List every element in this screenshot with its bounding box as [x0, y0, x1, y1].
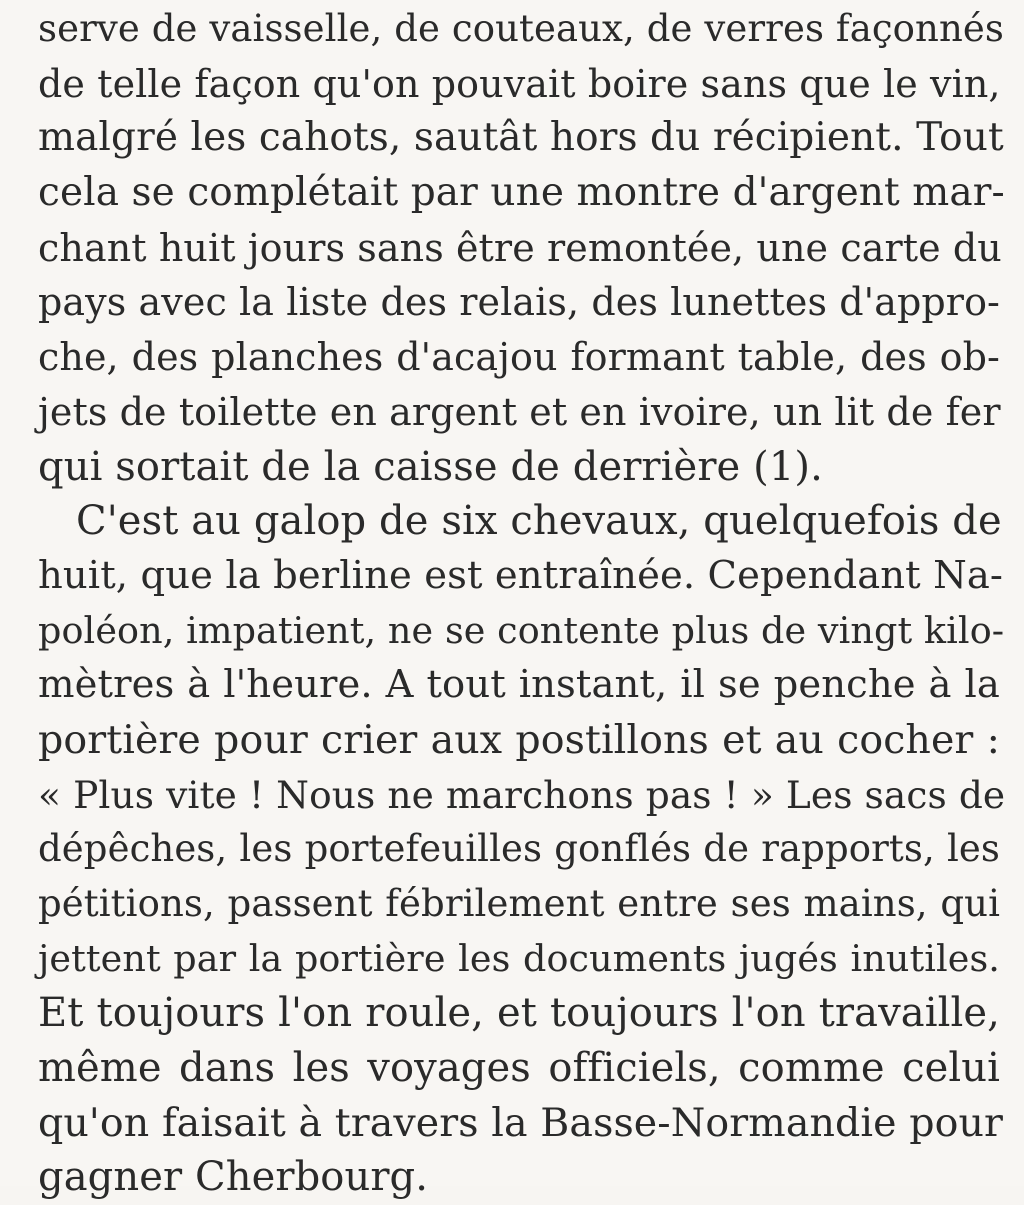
text-line: jets de toilette en argent et en ivoire, un lit de fer [38, 389, 1001, 434]
text-line: dépêches, les portefeuilles gonflés de rapports, les [38, 827, 1000, 871]
text-line: cela se complétait par une montre d'argent mar- [38, 170, 1005, 216]
text-line: portière pour crier aux postillons et au cocher : [38, 716, 1000, 763]
text-line: pétitions, passent fébrilement entre ses mains, qui [38, 882, 1000, 925]
text-line: même dans les voyages officiels, comme celui [38, 1045, 1000, 1092]
text-line: che, des planches d'acajou formant table, des ob- [38, 335, 1000, 380]
text-line: C'est au galop de six chevaux, quelquefois de [76, 498, 1002, 545]
text-line: poléon, impatient, ne se contente plus de vingt kilo- [38, 608, 1005, 652]
paragraph-1 [38, 2, 1005, 494]
text-line: qui sortait de la caisse de derrière (1). [38, 443, 823, 490]
text-line: pays avec la liste des relais, des lunettes d'appro- [38, 280, 1000, 325]
text-line: malgré les cahots, sautât hors du récipient. Tout [38, 115, 1004, 161]
text-line: mètres à l'heure. A tout instant, il se penche à la [38, 662, 1000, 708]
body-text [38, 2, 1006, 1205]
text-line: Et toujours l'on roule, et toujours l'on travaille, [38, 990, 1000, 1037]
text-line: de telle façon qu'on pouvait boire sans que le vin, [38, 61, 1001, 106]
paragraph-2 [38, 494, 1006, 1205]
text-line: « Plus vite ! Nous ne marchons pas ! » Les sacs de [38, 772, 1006, 817]
text-line: serve de vaisselle, de couteaux, de verres façonnés [38, 7, 1004, 50]
text-line: chant huit jours sans être remontée, une carte du [38, 225, 1002, 270]
text-line: huit, que la berline est entraînée. Cependant Na- [38, 552, 1004, 598]
text-line: gagner Cherbourg. [38, 1154, 429, 1201]
text-line: qu'on faisait à travers la Basse-Normandie pour [38, 1099, 1004, 1146]
text-line: jettent par la portière les documents jugés inutiles. [38, 936, 1000, 980]
